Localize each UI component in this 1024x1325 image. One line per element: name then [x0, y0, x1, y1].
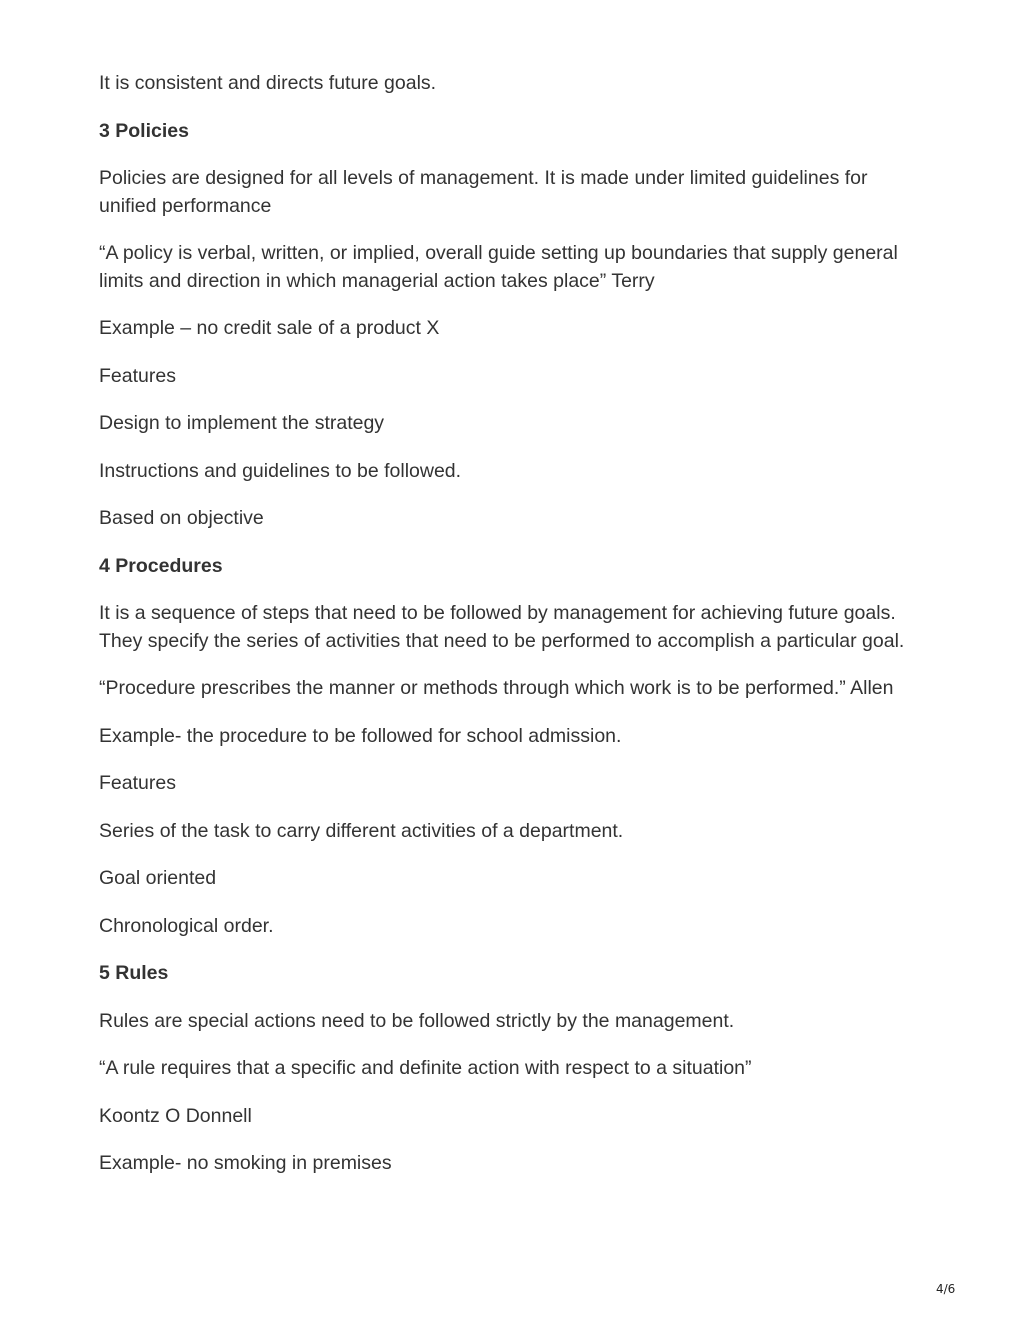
section-heading-policies: 3 Policies — [99, 119, 189, 142]
page-number: 4/6 — [936, 1282, 956, 1296]
feature-item: Instructions and guidelines to be followed. — [99, 459, 462, 482]
quote-paragraph: “A rule requires that a specific and definite action with respect to a situation” — [99, 1057, 752, 1079]
feature-item: Series of the task to carry different activities of a department. — [99, 819, 624, 842]
paragraph: Policies are designed for all levels of management. It is made under limited guidelines for unified performance — [99, 167, 868, 217]
feature-item: Based on objective — [99, 507, 264, 529]
quote-paragraph: “Procedure prescribes the manner or methods through which work is to be performed.” Allen — [99, 677, 894, 699]
paragraph: It is a sequence of steps that need to be followed by management for achieving future goals. They specify the series of activities that need to be performed to accomplish a particular goal. — [99, 602, 905, 652]
section-heading-rules: 5 Rules — [99, 962, 169, 984]
quote-paragraph: “A policy is verbal, written, or implied, overall guide setting up boundaries that supply general limits and direction in which managerial action takes place” Terry — [99, 242, 898, 292]
section-heading-procedures: 4 Procedures — [99, 554, 223, 577]
example-paragraph: Example- no smoking in premises — [99, 1152, 392, 1174]
example-paragraph: Example- the procedure to be followed for school admission. — [99, 724, 622, 747]
paragraph: Rules are special actions need to be followed strictly by the management. — [99, 1009, 735, 1032]
feature-item: Design to implement the strategy — [99, 412, 385, 434]
example-paragraph: Example – no credit sale of a product X — [99, 317, 440, 339]
features-label: Features — [99, 772, 176, 794]
feature-item: Chronological order. — [99, 914, 274, 937]
quote-attribution: Koontz O Donnell — [99, 1104, 252, 1127]
feature-item: Goal oriented — [99, 867, 217, 889]
paragraph: It is consistent and directs future goals. — [99, 72, 437, 94]
document-body — [99, 70, 929, 1198]
features-label: Features — [99, 364, 176, 387]
